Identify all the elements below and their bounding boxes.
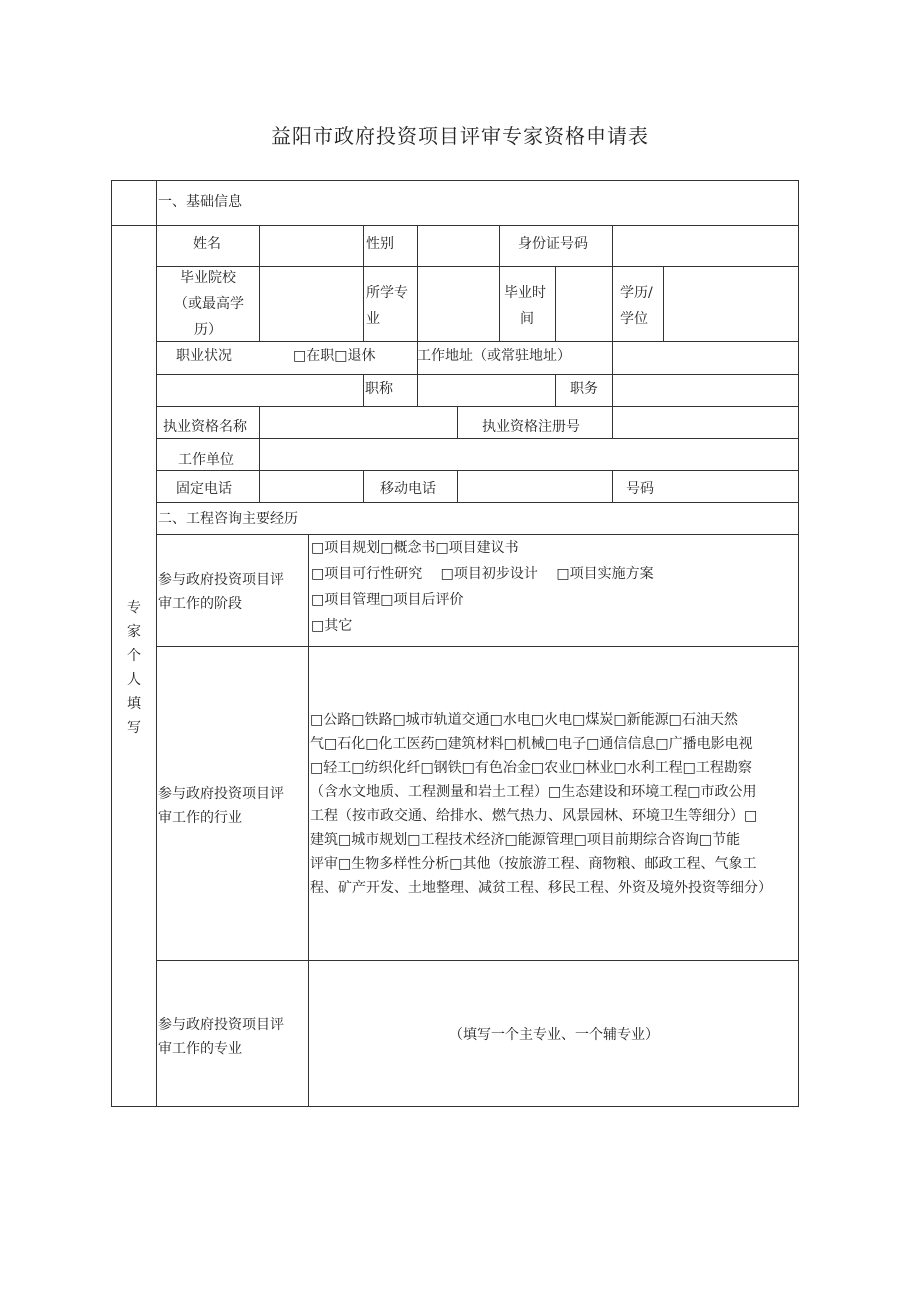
cell-divider xyxy=(612,266,613,341)
label-qualification-reg: 执业资格注册号 xyxy=(482,419,580,435)
industry-options-line[interactable]: 气□石化□化工医药□建筑材料□机械□电子□通信信息□广播电影电视 xyxy=(310,736,753,752)
stage-options-line2[interactable]: □项目可行性研究 □项目初步设计 □项目实施方案 xyxy=(311,566,654,582)
cell-divider xyxy=(612,406,613,438)
side-column-divider xyxy=(156,181,157,1107)
job-status-options[interactable]: □在职□退休 xyxy=(293,348,376,364)
cell-divider xyxy=(363,470,364,502)
label-landline: 固定电话 xyxy=(176,481,232,497)
industry-label-line1: 参与政府投资项目评 xyxy=(158,786,284,802)
cell-divider xyxy=(417,266,418,341)
cell-divider xyxy=(259,470,260,502)
label-gender: 性别 xyxy=(366,236,394,252)
cell-divider xyxy=(612,374,613,406)
industry-options-line[interactable]: □轻工□纺织化纤□钢铁□有色冶金□农业□林业□水利工程□工程勘察 xyxy=(310,760,752,776)
label-degree-line1: 学历/ xyxy=(620,285,653,301)
label-qualification-name: 执业资格名称 xyxy=(163,419,247,435)
label-title-rank: 职称 xyxy=(365,381,393,397)
row-divider xyxy=(156,438,799,439)
industry-options-line[interactable]: （含水文地质、工程测量和岩土工程）□生态建设和环境工程□市政公用 xyxy=(310,784,757,800)
label-name: 姓名 xyxy=(193,236,221,252)
cell-divider xyxy=(363,225,364,266)
industry-options-line[interactable]: 评审□生物多样性分析□其他（按旅游工程、商物粮、邮政工程、气象工 xyxy=(310,856,757,872)
stage-options-line3[interactable]: □项目管理□项目后评价 xyxy=(311,592,464,608)
row-divider xyxy=(156,406,799,407)
industry-options-line[interactable]: 工程（按市政交通、给排水、燃气热力、风景园林、环境卫生等细分）□ xyxy=(310,808,758,824)
row-divider xyxy=(112,225,799,226)
cell-divider xyxy=(417,374,418,406)
cell-divider xyxy=(555,266,556,341)
label-major-line1: 所学专 xyxy=(366,285,408,301)
label-mobile: 移动电话 xyxy=(380,481,436,497)
cell-divider xyxy=(363,374,364,406)
label-employer: 工作单位 xyxy=(178,452,234,468)
industry-options-line[interactable]: 程、矿产开发、土地整理、减贫工程、移民工程、外资及境外投资等细分） xyxy=(310,880,772,896)
label-major-line2: 业 xyxy=(366,311,380,327)
row-divider xyxy=(156,646,799,647)
cell-divider xyxy=(612,341,613,374)
row-divider xyxy=(156,960,799,961)
label-school-line2: （或最高学 xyxy=(174,296,244,312)
label-grad-line2: 间 xyxy=(520,311,534,327)
cell-divider xyxy=(259,438,260,470)
application-form-table xyxy=(111,180,799,1107)
cell-divider xyxy=(457,406,458,438)
section-basic-info: 一、基础信息 xyxy=(158,194,242,210)
cell-divider xyxy=(259,406,260,438)
stage-options-line1[interactable]: □项目规划□概念书□项目建议书 xyxy=(311,540,519,556)
cell-divider xyxy=(663,266,664,341)
specialty-hint[interactable]: （填写一个主专业、一个辅专业） xyxy=(449,1027,659,1043)
specialty-label-line1: 参与政府投资项目评 xyxy=(158,1017,284,1033)
row-divider xyxy=(156,266,799,267)
cell-divider xyxy=(555,374,556,406)
industry-label-line2: 审工作的行业 xyxy=(158,810,242,826)
row-divider xyxy=(156,502,799,503)
row-divider xyxy=(156,374,799,375)
industry-options-line[interactable]: 建筑□城市规划□工程技术经济□能源管理□项目前期综合咨询□节能 xyxy=(310,832,741,848)
label-degree-line2: 学位 xyxy=(620,311,648,327)
row-divider xyxy=(156,341,799,342)
label-work-address: 工作地址（或常驻地址） xyxy=(417,348,571,364)
page-title: 益阳市政府投资项目评审专家资格申请表 xyxy=(271,124,649,148)
label-school-line1: 毕业院校 xyxy=(180,270,236,286)
label-job-status: 职业状况 xyxy=(176,348,232,364)
industry-options-line[interactable]: □公路□铁路□城市轨道交通□水电□火电□煤炭□新能源□石油天然 xyxy=(310,712,738,728)
cell-divider xyxy=(417,225,418,266)
label-number: 号码 xyxy=(626,481,654,497)
cell-divider xyxy=(259,266,260,341)
side-label-expert-fill: 专 家 个 人 填 写 xyxy=(127,600,141,736)
row-divider xyxy=(156,470,799,471)
label-grad-line1: 毕业时 xyxy=(504,285,546,301)
label-position: 职务 xyxy=(570,381,598,397)
cell-divider xyxy=(259,225,260,266)
cell-divider xyxy=(363,266,364,341)
stage-options-line4[interactable]: □其它 xyxy=(311,618,353,634)
stage-label-line1: 参与政府投资项目评 xyxy=(158,572,284,588)
cell-divider xyxy=(499,266,500,341)
cell-divider xyxy=(612,225,613,266)
stage-label-line2: 审工作的阶段 xyxy=(158,596,242,612)
label-id-number: 身份证号码 xyxy=(518,236,588,252)
section-consulting-experience: 二、工程咨询主要经历 xyxy=(158,511,298,527)
cell-divider xyxy=(612,470,613,502)
cell-divider xyxy=(499,225,500,266)
label-school-line3: 历） xyxy=(194,322,222,338)
specialty-label-line2: 审工作的专业 xyxy=(158,1041,242,1057)
cell-divider xyxy=(457,470,458,502)
